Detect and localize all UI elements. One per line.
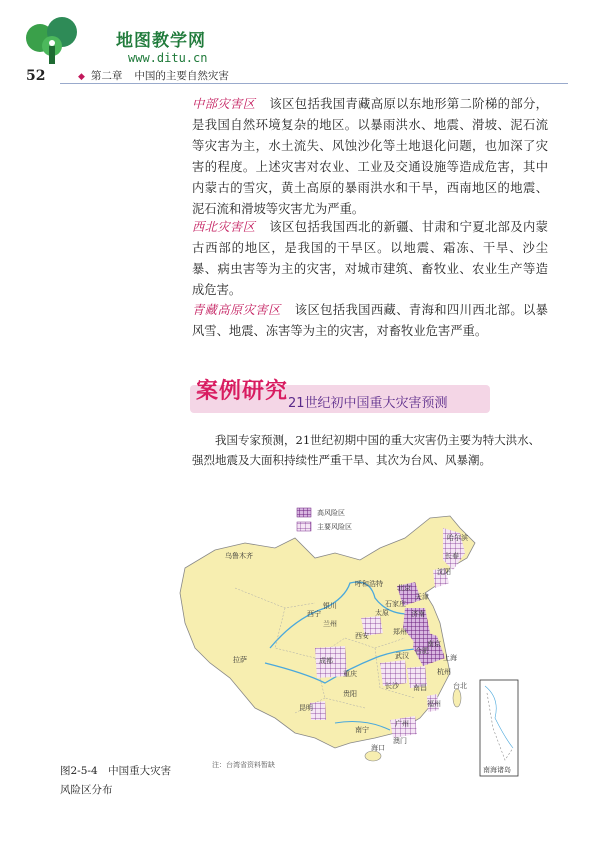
figure-caption: 图2-5-4 中国重大灾害风险区分布	[60, 765, 172, 796]
city-label: 澳门	[393, 737, 407, 745]
city-label: 兰州	[323, 620, 337, 628]
paragraph-text: 该区包括我国青藏高原以东地形第二阶梯的部分，是我国自然环境复杂的地区。以暴雨洪水、地震、滑坡、泥石流等灾害为主，水土流失、风蚀沙化等土地退化问题，也加深了灾害的程度。上述灾害对农业、工业及交通设施等造成危害，其中内蒙古的雪灾，黄土高原的暴雨洪水和干旱，西南地区的地震、泥石流和滑坡等灾害尤为严重。	[192, 97, 548, 216]
city-label: 南宁	[355, 726, 369, 734]
city-label: 福州	[427, 700, 441, 708]
city-label: 哈尔滨	[447, 534, 468, 542]
chapter-title: 中国的主要自然灾害	[134, 70, 229, 82]
case-study-subtitle: 21世纪初中国重大灾害预测	[288, 396, 448, 411]
city-label: 上海	[443, 654, 457, 662]
city-label: 贵阳	[343, 690, 357, 698]
city-label: 海口	[371, 744, 385, 752]
diamond-icon: ◆	[78, 72, 85, 82]
paragraph-tibet	[192, 300, 548, 342]
city-label: 南京	[427, 640, 441, 648]
city-label: 重庆	[343, 670, 357, 678]
city-label: 合肥	[415, 647, 429, 655]
china-risk-map	[175, 498, 520, 780]
legend-main-label: 主要风险区	[317, 523, 352, 531]
hainan-island	[365, 751, 381, 761]
city-label: 武汉	[395, 652, 409, 660]
paragraph-text: 该区包括我国西藏、青海和四川西北部。以暴风雪、地震、冻害等为主的灾害，对畜牧业危害严重。	[192, 303, 548, 338]
page-number: 52	[26, 68, 46, 84]
legend-main-swatch	[297, 522, 311, 531]
tree-logo-icon	[22, 16, 84, 68]
region-heading: 西北灾害区	[192, 220, 256, 234]
brand-title: 地图教学网	[116, 31, 206, 51]
city-label: 天津	[415, 593, 429, 601]
city-label: 石家庄	[385, 600, 406, 608]
city-label: 昆明	[299, 704, 313, 712]
city-label: 银川	[323, 602, 337, 610]
case-study-intro: 我国专家预测，21世纪初期中国的重大灾害仍主要为特大洪水、强烈地震及大面积持续性严重干旱、其次为台风、风暴潮。	[192, 433, 541, 467]
header-divider	[60, 83, 568, 84]
paragraph-central	[192, 94, 548, 220]
city-label: 成都	[319, 657, 333, 665]
city-label: 郑州	[393, 628, 407, 636]
region-heading: 中部灾害区	[192, 97, 256, 111]
chapter-number: 第二章	[90, 70, 123, 82]
city-label: 广州	[395, 720, 409, 728]
city-label: 济南	[411, 610, 425, 618]
china-landmass	[180, 516, 475, 748]
city-label: 太原	[375, 609, 389, 617]
city-label: 北京	[397, 584, 411, 592]
city-label: 南昌	[413, 684, 427, 692]
case-study-title: 案例研究	[196, 379, 289, 404]
paragraph-northwest	[192, 217, 548, 301]
city-label: 乌鲁木齐	[225, 552, 253, 560]
taiwan-island	[453, 689, 461, 707]
city-label: 杭州	[437, 668, 451, 676]
paragraph-text: 该区包括我国西北的新疆、甘肃和宁夏北部及内蒙古西部的地区，是我国的干旱区。以地震、霜冻、干旱、沙尘暴、病虫害等为主的灾害，对城市建筑、畜牧业、农业生产等造成危害。	[192, 220, 548, 297]
city-label: 呼和浩特	[355, 580, 383, 588]
city-label: 长春	[445, 552, 459, 560]
south-china-sea-inset	[480, 680, 518, 776]
city-label: 拉萨	[233, 656, 247, 664]
legend-high-label: 高风险区	[317, 509, 345, 517]
region-heading: 青藏高原灾害区	[192, 303, 281, 317]
map-note: 注：台湾省资料暂缺	[212, 761, 275, 769]
city-label: 沈阳	[437, 568, 451, 576]
inset-label: 南海诸岛	[483, 766, 511, 774]
city-label: 长沙	[385, 682, 399, 690]
city-label: 西安	[355, 632, 369, 640]
city-label: 台北	[453, 682, 467, 690]
city-label: 西宁	[307, 610, 321, 618]
chapter-header	[78, 68, 229, 83]
legend-high-swatch	[297, 508, 311, 517]
brand-url: www.ditu.cn	[128, 51, 208, 65]
